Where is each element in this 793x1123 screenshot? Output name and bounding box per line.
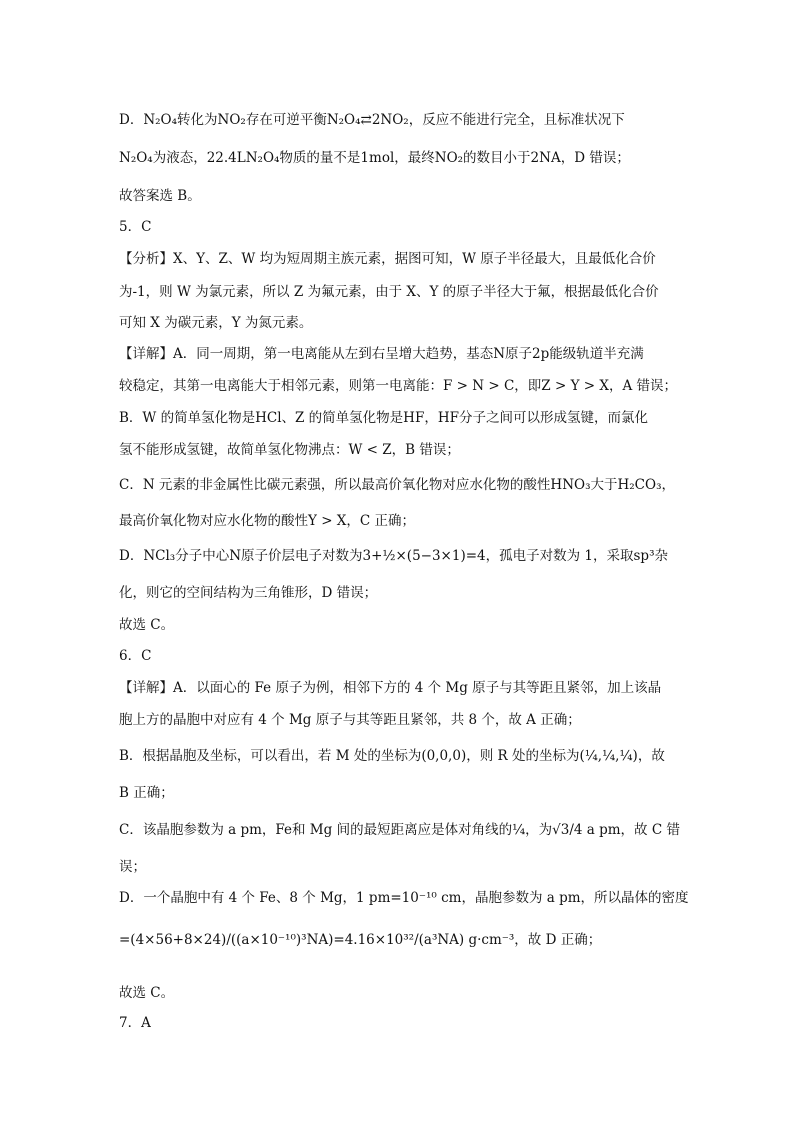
text-line-7: 可知 X 为碳元素，Y 为氮元素。 (119, 315, 313, 331)
text-line-18: 【详解】A．以面心的 Fe 原子为例，相邻下方的 4 个 Mg 原子与其等距且紧邻，加上该晶 (119, 680, 662, 696)
text-line-1: D．N₂O₄转化为NO₂存在可逆平衡N₂O₄⇄2NO₂，反应不能进行完全，且标准状况下 (119, 112, 625, 128)
text-line-13: 最高价氧化物对应水化物的酸性Y > X，C 正确； (119, 513, 416, 529)
answer-7: 7．A (119, 1015, 151, 1031)
text-line-24: D．一个晶胞中有 4 个 Fe、8 个 Mg，1 pm=10⁻¹⁰ cm，晶胞参数为 a pm，所以晶体的密度 (119, 890, 689, 906)
text-line-3: 故答案选 B。 (119, 188, 201, 204)
text-line-14: D．NCl₃分子中心N原子价层电子对数为3+½×(5−3×1)=4，孤电子对数为 1，采取sp³杂 (119, 548, 668, 564)
text-line-11: 氢不能形成氢键，故简单氢化物沸点：W < Z，B 错误； (119, 442, 460, 458)
text-line-15: 化，则它的空间结构为三角锥形，D 错误； (119, 585, 378, 601)
text-line-21: B 正确； (119, 785, 174, 801)
text-line-22: C．该晶胞参数为 a pm，Fe和 Mg 间的最短距离应是体对角线的¼，为√3/4 a pm，故 C 错 (119, 822, 680, 838)
text-line-6: 为-1，则 W 为氯元素，所以 Z 为氟元素，由于 X、Y 的原子半径大于氟，根据最低化合价 (119, 284, 659, 300)
text-line-16: 故选 C。 (119, 617, 175, 633)
answer-5: 5．C (119, 219, 152, 235)
text-line-26: 故选 C。 (119, 985, 175, 1001)
text-line-8: 【详解】A．同一周期，第一电离能从左到右呈增大趋势，基态N原子2p能级轨道半充满 (119, 346, 644, 362)
text-line-10: B．W 的简单氢化物是HCl、Z 的简单氢化物是HF，HF分子之间可以形成氢键，而氯化 (119, 410, 648, 426)
text-line-5: 【分析】X、Y、Z、W 均为短周期主族元素，据图可知，W 原子半径最大，且最低化合价 (119, 251, 656, 267)
text-line-23: 误； (119, 859, 146, 875)
text-line-2: N₂O₄为液态，22.4LN₂O₄物质的量不是1mol，最终NO₂的数目小于2NA，D 错误； (119, 150, 630, 166)
text-line-20: B．根据晶胞及坐标，可以看出，若 M 处的坐标为(0,0,0)，则 R 处的坐标为(¼,¼,¼)，故 (119, 748, 665, 764)
answer-6: 6．C (119, 648, 152, 664)
text-line-9: 较稳定，其第一电离能大于相邻元素，则第一电离能：F > N > C，即Z > Y > X，A 错误； (119, 378, 678, 394)
text-line-12: C．N 元素的非金属性比碳元素强，所以最高价氧化物对应水化物的酸性HNO₃大于H₂CO₃， (119, 477, 675, 493)
text-line-25: =(4×56+8×24)/((a×10⁻¹⁰)³NA)=4.16×10³²/(a³NA) g·cm⁻³，故 D 正确； (119, 932, 602, 948)
text-line-19: 胞上方的晶胞中对应有 4 个 Mg 原子与其等距且紧邻，共 8 个，故 A 正确； (119, 712, 581, 728)
